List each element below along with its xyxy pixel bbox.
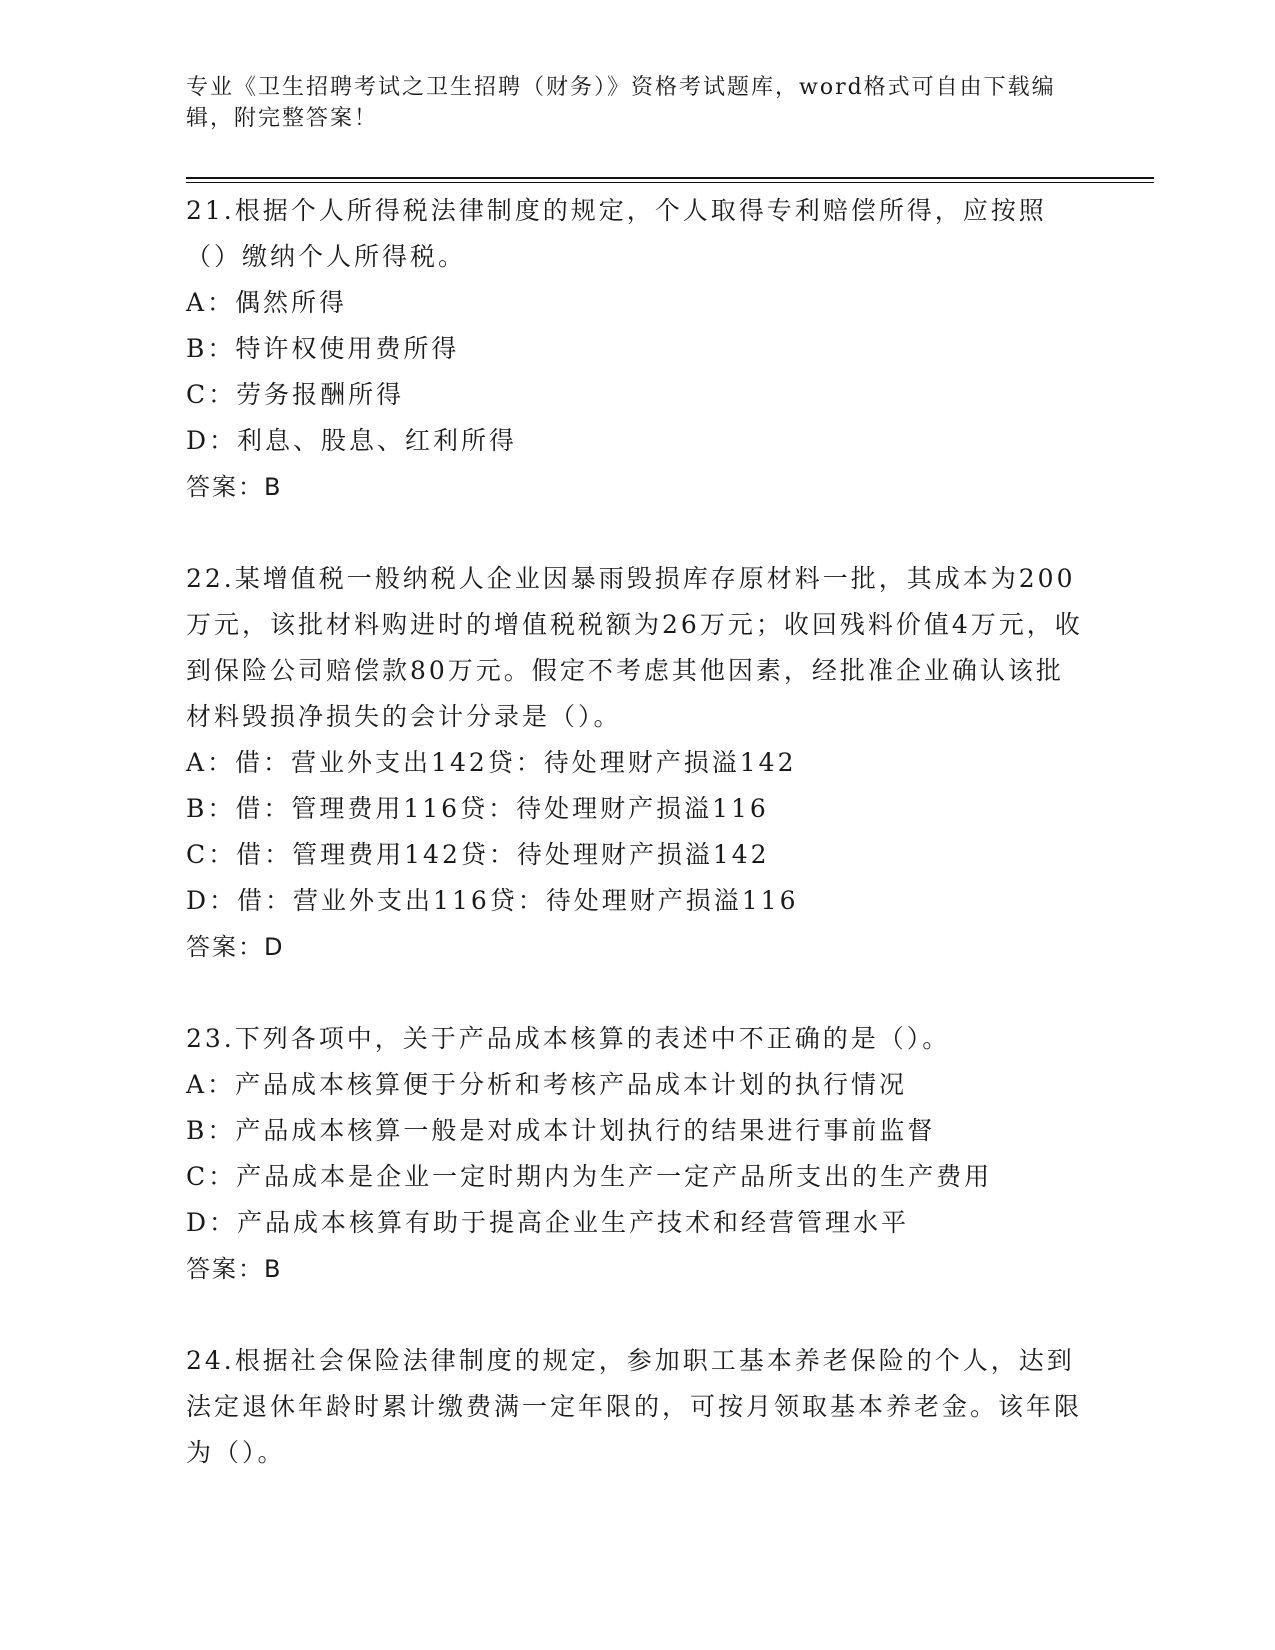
- option-a: A：偶然所得: [186, 288, 348, 317]
- option-b: B：产品成本核算一般是对成本计划执行的结果进行事前监督: [186, 1116, 936, 1145]
- option-c: C：劳务报酬所得: [186, 380, 405, 409]
- header-divider: [186, 177, 1154, 179]
- header-divider-thin: [186, 182, 1154, 183]
- option-d: D：产品成本核算有助于提高企业生产技术和经营管理水平: [186, 1208, 910, 1237]
- question-24: [186, 1338, 1086, 1476]
- option-b: B：特许权使用费所得: [186, 334, 460, 363]
- answer: 答案：B: [186, 473, 283, 501]
- question-22: [186, 556, 1086, 970]
- option-a: A：产品成本核算便于分析和考核产品成本计划的执行情况: [186, 1070, 908, 1099]
- option-d: D：利息、股息、红利所得: [186, 426, 518, 455]
- option-a: A：借：营业外支出142贷：待处理财产损溢142: [186, 748, 797, 777]
- question-list: [186, 188, 1086, 1522]
- question-23: [186, 1016, 1086, 1292]
- option-c: C：产品成本是企业一定时期内为生产一定产品所支出的生产费用: [186, 1162, 993, 1191]
- option-c: C：借：管理费用142贷：待处理财产损溢142: [186, 840, 770, 869]
- question-stem: 22.某增值税一般纳税人企业因暴雨毁损库存原材料一批，其成本为200万元，该批材料购进时的增值税税额为26万元；收回残料价值4万元，收到保险公司赔偿款80万元。假定不考虑其他因素，经批准企业确认该批材料毁损净损失的会计分录是（）。: [186, 564, 1083, 731]
- answer: 答案：B: [186, 1255, 283, 1283]
- option-d: D：借：营业外支出116贷：待处理财产损溢116: [186, 886, 799, 915]
- question-stem: 21.根据个人所得税法律制度的规定，个人取得专利赔偿所得，应按照（）缴纳个人所得税。: [186, 196, 1047, 271]
- option-b: B：借：管理费用116贷：待处理财产损溢116: [186, 794, 769, 823]
- document-header: 专业《卫生招聘考试之卫生招聘（财务）》资格考试题库，word格式可自由下载编辑，附完整答案！: [186, 75, 1056, 131]
- question-stem: 24.根据社会保险法律制度的规定，参加职工基本养老保险的个人，达到法定退休年龄时累计缴费满一定年限的，可按月领取基本养老金。该年限为（）。: [186, 1346, 1083, 1467]
- question-stem: 23.下列各项中，关于产品成本核算的表述中不正确的是（）。: [186, 1024, 951, 1053]
- question-21: [186, 188, 1086, 510]
- answer: 答案：D: [186, 933, 285, 961]
